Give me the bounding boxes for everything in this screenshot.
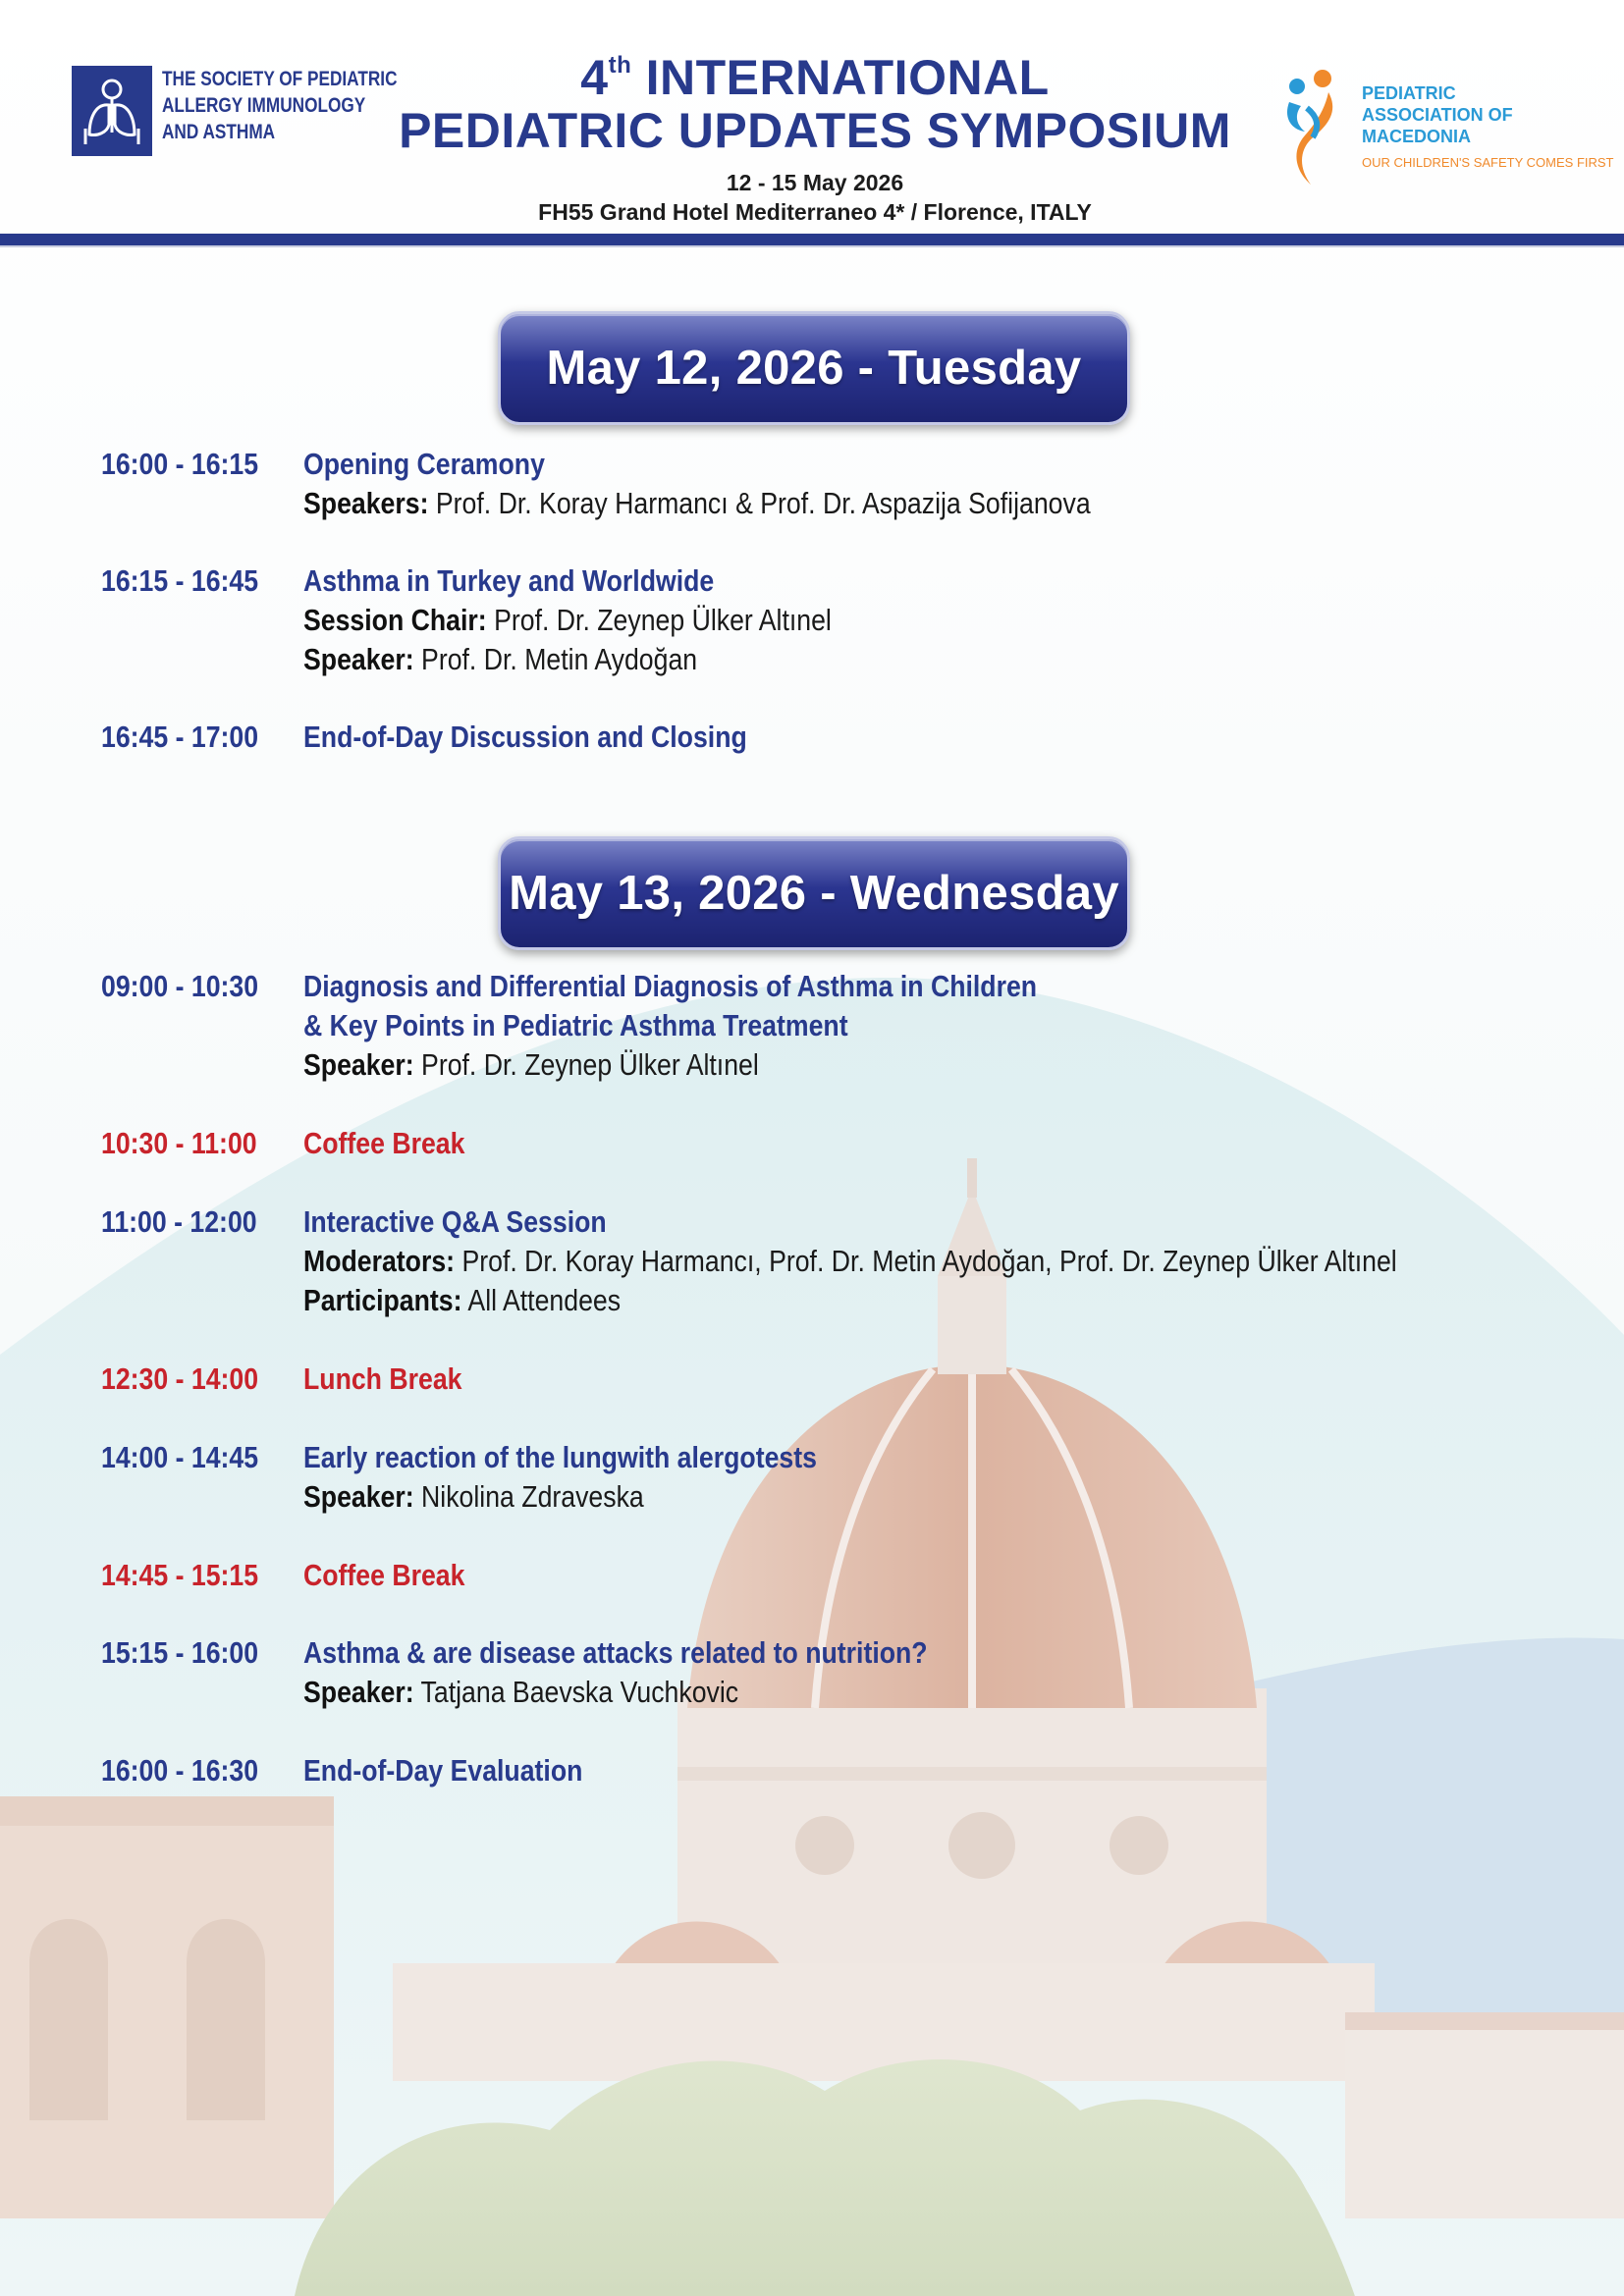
detail-role: Speaker: — [303, 642, 414, 676]
detail-value: Prof. Dr. Zeynep Ülker Altınel — [486, 603, 832, 637]
session-title-continued: & Key Points in Pediatric Asthma Treatment — [303, 1008, 848, 1042]
session-title: Interactive Q&A Session — [303, 1204, 607, 1239]
detail-value: Prof. Dr. Koray Harmancı & Prof. Dr. Aspazija Sofijanova — [428, 486, 1091, 520]
detail-role: Participants: — [303, 1283, 462, 1317]
day-banner-wednesday — [498, 836, 1130, 950]
session-title: Asthma & are disease attacks related to nutrition? — [303, 1635, 928, 1670]
detail-value: Nikolina Zdraveska — [413, 1479, 644, 1514]
macedonia-name: PEDIATRIC ASSOCIATION OF MACEDONIA — [1362, 83, 1513, 146]
session-time: 16:15 - 16:45 — [101, 563, 259, 598]
session-time: 14:45 - 15:15 — [101, 1558, 259, 1592]
session-detail — [303, 484, 1401, 523]
session-title: Diagnosis and Differential Diagnosis of Asthma in Children — [303, 969, 1038, 1003]
detail-value: All Attendees — [461, 1283, 622, 1317]
detail-value: Prof. Dr. Koray Harmancı, Prof. Dr. Metin Aydoğan, Prof. Dr. Zeynep Ülker Altınel — [455, 1244, 1397, 1278]
session-detail — [303, 1281, 1401, 1320]
detail-role: Speaker: — [303, 1047, 414, 1082]
macedonia-logo — [1281, 69, 1615, 187]
event-dates: 12 - 15 May 2026 — [726, 170, 904, 195]
detail-value: Tatjana Baevska Vuchkovic — [413, 1675, 739, 1709]
session-time: 10:30 - 11:00 — [101, 1126, 257, 1160]
lungs-child-icon — [72, 66, 152, 156]
day-banner-tuesday — [498, 311, 1130, 425]
session-detail — [303, 1242, 1401, 1281]
session-time: 16:00 - 16:30 — [101, 1753, 259, 1788]
event-venue: FH55 Grand Hotel Mediterraneo 4* / Florence, ITALY — [538, 199, 1092, 225]
session-detail — [303, 1477, 1401, 1517]
break-title: Coffee Break — [303, 1558, 465, 1592]
symposium-title-block — [373, 39, 1257, 228]
session-title: End-of-Day Evaluation — [303, 1753, 583, 1788]
session-time: 11:00 - 12:00 — [101, 1204, 257, 1239]
session-detail — [303, 1045, 1401, 1085]
session-time: 14:00 - 14:45 — [101, 1440, 259, 1474]
break-title: Coffee Break — [303, 1126, 465, 1160]
header-divider — [0, 234, 1624, 245]
detail-role: Moderators: — [303, 1244, 456, 1278]
detail-role: Speakers: — [303, 486, 429, 520]
detail-role: Speaker: — [303, 1675, 414, 1709]
macedonia-slogan: OUR CHILDREN'S SAFETY COMES FIRST — [1362, 155, 1614, 170]
mother-child-icon — [1281, 69, 1340, 187]
detail-value: Prof. Dr. Zeynep Ülker Altınel — [413, 1047, 759, 1082]
session-title: Early reaction of the lungwith alergotests — [303, 1440, 817, 1474]
day-label: May 12, 2026 - Tuesday — [546, 342, 1082, 395]
session-detail — [303, 601, 1401, 640]
session-time: 16:45 - 17:00 — [101, 720, 259, 754]
day-label: May 13, 2026 - Wednesday — [509, 867, 1119, 920]
symposium-title-line1: 4th INTERNATIONAL — [580, 50, 1050, 105]
session-detail — [303, 640, 1401, 679]
session-title: End-of-Day Discussion and Closing — [303, 720, 747, 754]
break-title: Lunch Break — [303, 1362, 462, 1396]
detail-role: Session Chair: — [303, 603, 487, 637]
session-title: Opening Ceramony — [303, 447, 545, 481]
detail-value: Prof. Dr. Metin Aydoğan — [413, 642, 698, 676]
session-time: 15:15 - 16:00 — [101, 1635, 259, 1670]
header — [0, 0, 1624, 236]
session-time: 16:00 - 16:15 — [101, 447, 259, 481]
session-time: 12:30 - 14:00 — [101, 1362, 259, 1396]
society-name: THE SOCIETY OF PEDIATRIC ALLERGY IMMUNOLOGY AND ASTHMA — [162, 68, 398, 143]
session-detail — [303, 1673, 1401, 1712]
session-time: 09:00 - 10:30 — [101, 969, 259, 1003]
symposium-title-line2: PEDIATRIC UPDATES SYMPOSIUM — [399, 103, 1231, 158]
session-title: Asthma in Turkey and Worldwide — [303, 563, 715, 598]
header-divider-thin — [0, 245, 1624, 247]
detail-role: Speaker: — [303, 1479, 414, 1514]
